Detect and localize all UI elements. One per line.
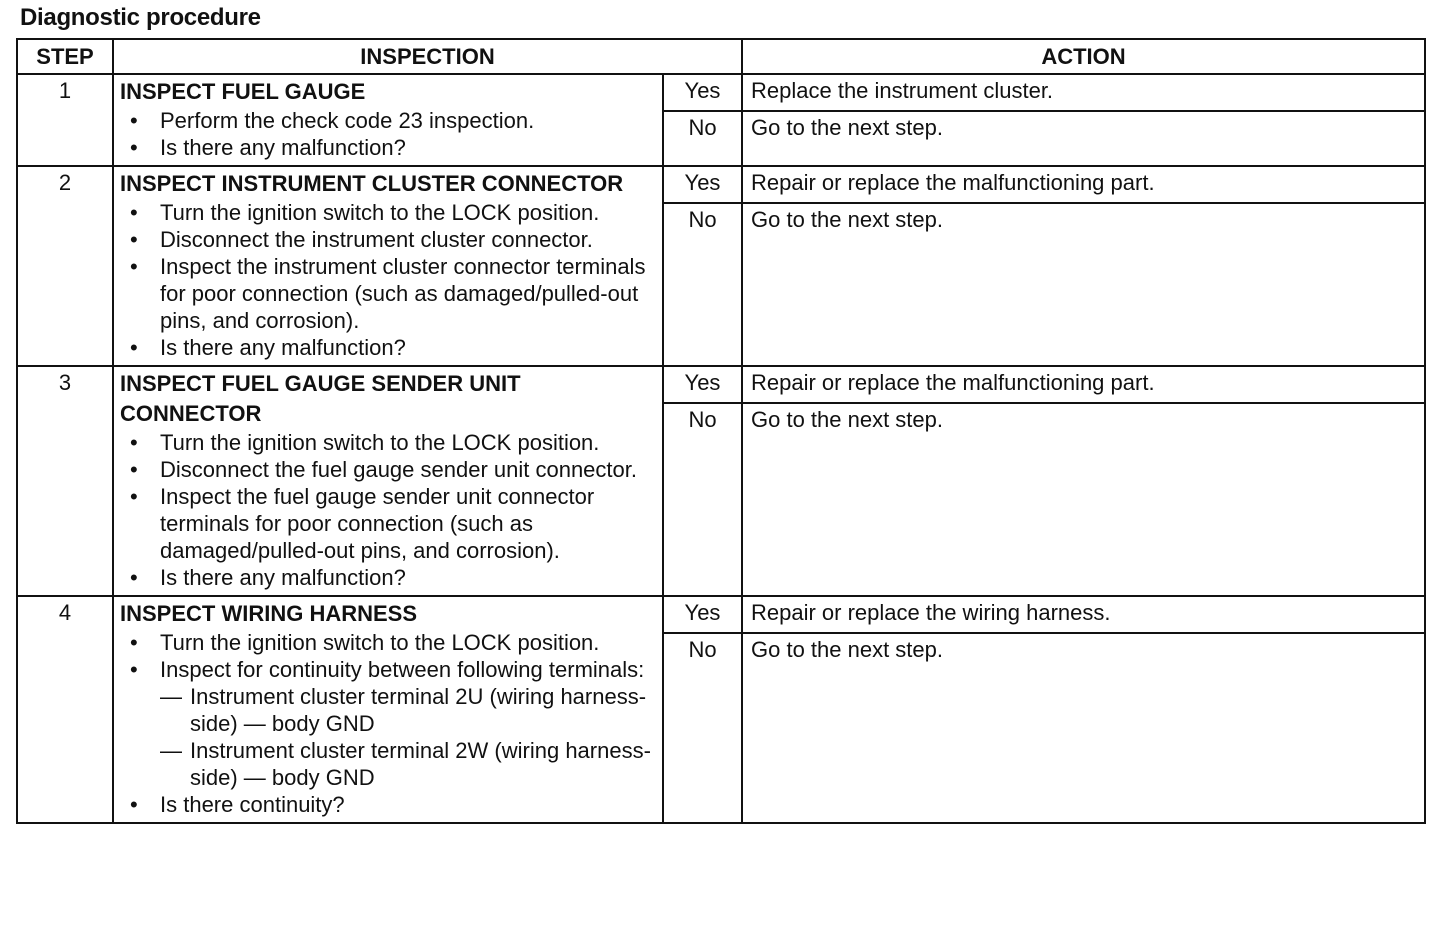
inspection-title: INSPECT FUEL GAUGE SENDER UNIT CONNECTOR <box>120 371 521 426</box>
header-row <box>17 39 1425 74</box>
yes-action: Repair or replace the malfunctioning part. <box>742 366 1425 403</box>
inspection-item-text: Perform the check code 23 inspection. <box>160 108 535 133</box>
yes-label: Yes <box>663 366 742 403</box>
header-action: ACTION <box>742 39 1425 74</box>
inspection-item <box>120 226 656 253</box>
inspection-cell <box>113 366 663 596</box>
inspection-item <box>120 629 656 656</box>
terminal-list <box>160 683 656 791</box>
no-label: No <box>663 203 742 366</box>
inspection-item <box>120 456 656 483</box>
step-number: 4 <box>17 596 113 823</box>
inspection-title: INSPECT WIRING HARNESS <box>120 601 418 626</box>
inspection-item-text: Turn the ignition switch to the LOCK position. <box>160 630 600 655</box>
inspection-list <box>120 429 656 591</box>
header-inspection: INSPECTION <box>113 39 742 74</box>
inspection-title: INSPECT INSTRUMENT CLUSTER CONNECTOR <box>120 171 624 196</box>
yes-label: Yes <box>663 596 742 633</box>
step-row <box>17 166 1425 203</box>
inspection-item <box>120 429 656 456</box>
step-row <box>17 366 1425 403</box>
inspection-item-text: Turn the ignition switch to the LOCK position. <box>160 200 600 225</box>
terminal-item: — Instrument cluster terminal 2U (wiring harness-side) — body GND <box>160 683 656 737</box>
terminal-item: — Instrument cluster terminal 2W (wiring harness-side) — body GND <box>160 737 656 791</box>
inspection-item-text: Inspect the instrument cluster connector terminals for poor connection (such as damaged/pulled-out pins, and corrosion). <box>160 254 646 333</box>
inspection-item-text: Is there any malfunction? <box>160 565 406 590</box>
no-label: No <box>663 633 742 823</box>
no-action: Go to the next step. <box>742 403 1425 596</box>
header-step: STEP <box>17 39 113 74</box>
inspection-list <box>120 199 656 361</box>
inspection-item-text: Disconnect the fuel gauge sender unit connector. <box>160 457 637 482</box>
no-label: No <box>663 111 742 166</box>
no-action: Go to the next step. <box>742 111 1425 166</box>
diagnostic-table <box>16 38 1426 824</box>
inspection-item <box>120 791 656 818</box>
step-number: 3 <box>17 366 113 596</box>
inspection-list <box>120 629 656 818</box>
yes-action: Repair or replace the malfunctioning part. <box>742 166 1425 203</box>
inspection-item <box>120 656 656 791</box>
inspection-item <box>120 199 656 226</box>
step-row <box>17 74 1425 111</box>
inspection-item-text: Turn the ignition switch to the LOCK position. <box>160 430 600 455</box>
inspection-item <box>120 483 656 564</box>
inspection-item-text: Is there continuity? <box>160 792 345 817</box>
yes-label: Yes <box>663 166 742 203</box>
inspection-cell <box>113 596 663 823</box>
inspection-item-text: Disconnect the instrument cluster connector. <box>160 227 593 252</box>
inspection-cell <box>113 74 663 166</box>
inspection-list <box>120 107 656 161</box>
yes-action: Replace the instrument cluster. <box>742 74 1425 111</box>
inspection-cell <box>113 166 663 366</box>
no-label: No <box>663 403 742 596</box>
inspection-item <box>120 253 656 334</box>
step-number: 1 <box>17 74 113 166</box>
inspection-item-text: Inspect the fuel gauge sender unit connector terminals for poor connection (such as damaged/pulled-out pins, and corrosion). <box>160 484 595 563</box>
inspection-item <box>120 134 656 161</box>
no-action: Go to the next step. <box>742 633 1425 823</box>
step-number: 2 <box>17 166 113 366</box>
step-row <box>17 596 1425 633</box>
page-title: Diagnostic procedure <box>20 4 261 31</box>
inspection-item <box>120 334 656 361</box>
table-body <box>17 74 1425 823</box>
inspection-item <box>120 564 656 591</box>
no-action: Go to the next step. <box>742 203 1425 366</box>
inspection-item-text: Is there any malfunction? <box>160 135 406 160</box>
yes-action: Repair or replace the wiring harness. <box>742 596 1425 633</box>
inspection-item-text: Is there any malfunction? <box>160 335 406 360</box>
inspection-item-text: Inspect for continuity between following terminals: <box>160 657 645 682</box>
yes-label: Yes <box>663 74 742 111</box>
inspection-title: INSPECT FUEL GAUGE <box>120 79 366 104</box>
inspection-item <box>120 107 656 134</box>
